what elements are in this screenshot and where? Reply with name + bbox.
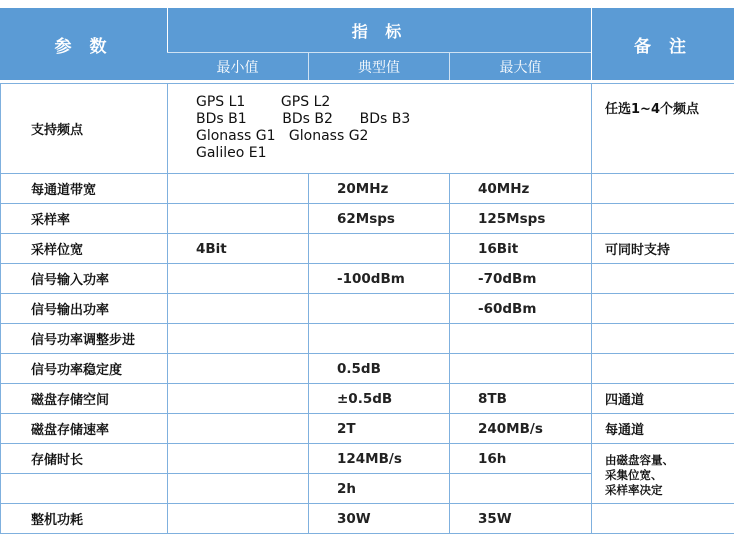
min-cell <box>168 414 309 444</box>
table-row <box>1 354 734 384</box>
spec-table <box>0 83 734 534</box>
max-cell: 35W <box>450 504 592 534</box>
table-row <box>1 84 734 174</box>
max-cell: 125Msps <box>450 204 592 234</box>
typical-cell: 0.5dB <box>309 354 450 384</box>
note-cell <box>592 354 734 384</box>
table-row <box>1 174 734 204</box>
min-cell <box>168 174 309 204</box>
param-cell: 信号输入功率 <box>1 264 168 294</box>
typical-cell <box>309 234 450 264</box>
min-cell <box>168 294 309 324</box>
typical-cell: 20MHz <box>309 174 450 204</box>
header-specification: 指 标 <box>167 8 591 52</box>
frequency-line: BDs B1 BDs B2 BDs B3 <box>196 111 411 127</box>
min-cell <box>168 354 309 384</box>
header-min: 最小值 <box>167 52 308 80</box>
param-cell: 整机功耗 <box>1 504 168 534</box>
typical-cell: 30W <box>309 504 450 534</box>
min-cell <box>168 474 309 504</box>
typical-cell: 124MB/s <box>309 444 450 474</box>
note-cell: 四通道 <box>592 384 734 414</box>
param-cell: 信号输出功率 <box>1 294 168 324</box>
note-cell <box>592 264 734 294</box>
header-parameter: 参 数 <box>0 8 167 80</box>
min-cell <box>168 384 309 414</box>
table-row <box>1 264 734 294</box>
note-cell <box>592 204 734 234</box>
table-row <box>1 444 734 474</box>
table-row <box>1 204 734 234</box>
table-row <box>1 414 734 444</box>
param-cell: 存储时长 <box>1 444 168 474</box>
max-cell <box>450 354 592 384</box>
header-max: 最大值 <box>449 52 591 80</box>
typical-cell: 2h <box>309 474 450 504</box>
min-cell <box>168 204 309 234</box>
max-cell: 240MB/s <box>450 414 592 444</box>
frequency-line: Galileo E1 <box>196 145 267 161</box>
typical-cell: ±0.5dB <box>309 384 450 414</box>
param-cell: 采样率 <box>1 204 168 234</box>
param-cell <box>1 474 168 504</box>
note-cell <box>592 324 734 354</box>
max-cell: -70dBm <box>450 264 592 294</box>
frequency-line: GPS L1 GPS L2 <box>196 94 331 110</box>
note-cell <box>592 504 734 534</box>
min-cell <box>168 324 309 354</box>
note-line: 由磁盘容量、 <box>605 453 674 467</box>
typical-cell: -100dBm <box>309 264 450 294</box>
param-cell: 信号功率稳定度 <box>1 354 168 384</box>
param-cell: 采样位宽 <box>1 234 168 264</box>
max-cell <box>450 474 592 504</box>
frequency-list <box>168 84 592 174</box>
max-cell: 16h <box>450 444 592 474</box>
max-cell <box>450 324 592 354</box>
note-cell: 任选1~4个频点 <box>592 84 734 174</box>
max-cell: 16Bit <box>450 234 592 264</box>
note-cell <box>592 294 734 324</box>
typical-cell: 62Msps <box>309 204 450 234</box>
param-cell: 支持频点 <box>1 84 168 174</box>
note-cell <box>592 174 734 204</box>
param-cell: 每通道带宽 <box>1 174 168 204</box>
typical-cell <box>309 324 450 354</box>
header-typical: 典型值 <box>308 52 449 80</box>
param-cell: 磁盘存储空间 <box>1 384 168 414</box>
typical-cell: 2T <box>309 414 450 444</box>
min-cell: 4Bit <box>168 234 309 264</box>
table-row <box>1 294 734 324</box>
table-row <box>1 234 734 264</box>
param-cell: 磁盘存储速率 <box>1 414 168 444</box>
frequency-line: Glonass G1 Glonass G2 <box>196 128 369 144</box>
min-cell <box>168 444 309 474</box>
table-row <box>1 504 734 534</box>
table-row <box>1 384 734 414</box>
typical-cell <box>309 294 450 324</box>
note-cell: 每通道 <box>592 414 734 444</box>
header-remark: 备 注 <box>591 8 734 80</box>
param-cell: 信号功率调整步进 <box>1 324 168 354</box>
min-cell <box>168 264 309 294</box>
note-line: 采样率决定 <box>605 483 663 497</box>
min-cell <box>168 504 309 534</box>
note-line: 采集位宽、 <box>605 468 663 482</box>
max-cell: 40MHz <box>450 174 592 204</box>
table-row <box>1 324 734 354</box>
max-cell: 8TB <box>450 384 592 414</box>
max-cell: -60dBm <box>450 294 592 324</box>
note-cell: 可同时支持 <box>592 234 734 264</box>
note-cell <box>592 444 734 504</box>
